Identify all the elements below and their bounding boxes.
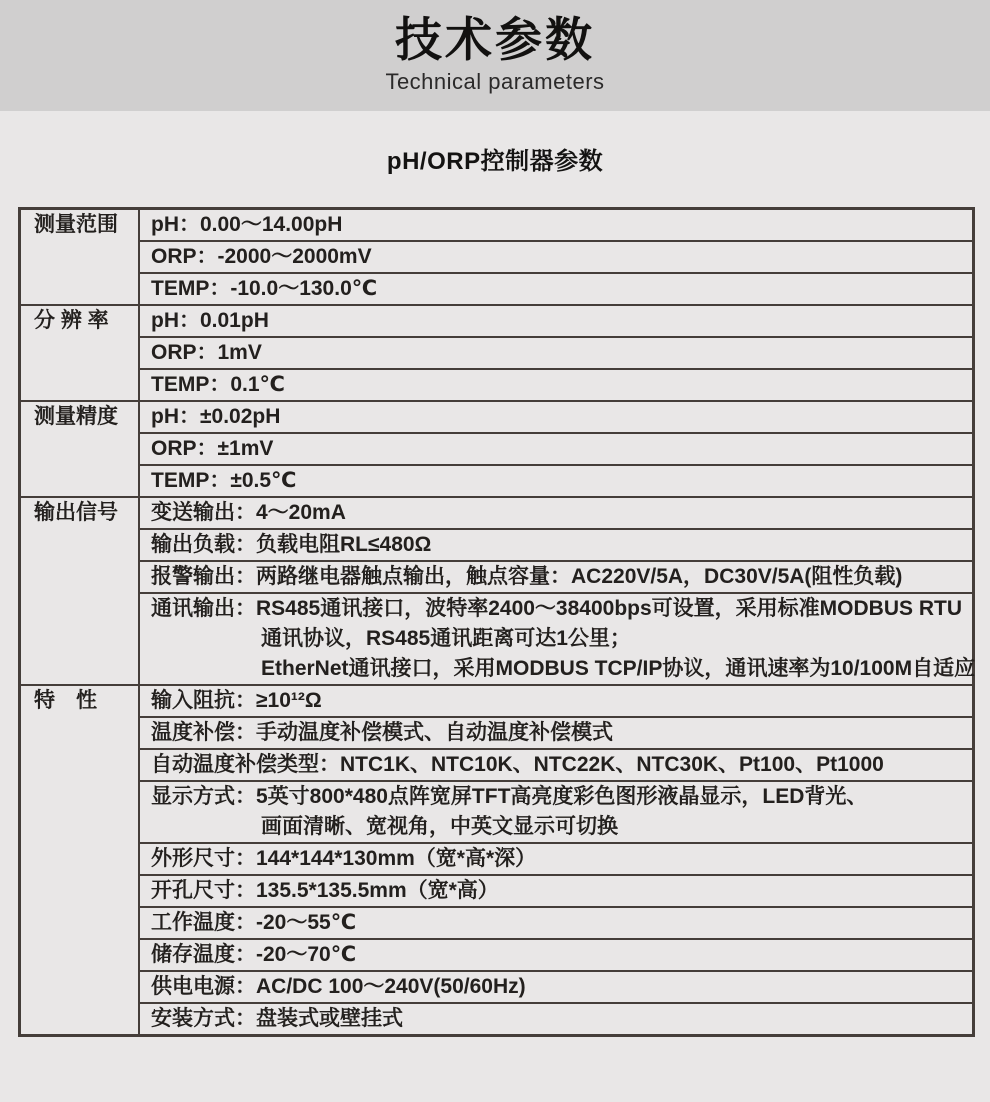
param-line: TEMP：0.1℃ (151, 373, 285, 396)
param-line: 显示方式：5英寸800*480点阵宽屏TFT高亮度彩色图形液晶显示，LED背光、 (151, 785, 868, 808)
param-row (140, 748, 972, 780)
param-line: 供电电源：AC/DC 100～240V(50/60Hz) (151, 975, 526, 998)
param-line: 画面清晰、宽视角，中英文显示可切换 (261, 815, 618, 838)
param-row (140, 528, 972, 560)
param-row (140, 336, 972, 368)
param-group-output-signal (21, 496, 976, 684)
parameters-table (18, 207, 975, 1037)
param-row (140, 464, 972, 496)
param-line: 报警输出：两路继电器触点输出，触点容量：AC220V/5A，DC30V/5A(阻性负载) (151, 565, 903, 588)
param-line: 通讯协议，RS485通讯距离可达1公里； (261, 627, 631, 650)
param-row (140, 368, 972, 400)
param-row (140, 402, 972, 432)
param-line: 自动温度补偿类型：NTC1K、NTC10K、NTC22K、NTC30K、Pt100、Pt1000 (151, 753, 884, 776)
param-line: pH：±0.02pH (151, 405, 281, 428)
page-subtitle: Technical parameters (385, 69, 605, 95)
param-line: pH：0.00～14.00pH (151, 213, 343, 236)
param-row (140, 874, 972, 906)
param-row (140, 716, 972, 748)
param-group-accuracy (21, 400, 972, 496)
param-row (140, 906, 972, 938)
param-line: 工作温度：-20～55℃ (151, 911, 357, 934)
param-row (140, 240, 972, 272)
param-row (140, 210, 972, 240)
group-label: 输出信号 (21, 498, 140, 684)
param-line: 输出负载：负载电阻RL≤480Ω (151, 533, 432, 556)
param-line: 外形尺寸：144*144*130mm（宽*高*深） (151, 847, 537, 870)
param-row (140, 780, 972, 842)
page-title: 技术参数 (395, 13, 595, 66)
param-line: TEMP：-10.0～130.0℃ (151, 277, 378, 300)
param-row (140, 560, 972, 592)
param-group-features (21, 684, 972, 1034)
param-line: ORP：-2000～2000mV (151, 245, 372, 268)
param-line: TEMP：±0.5℃ (151, 469, 297, 492)
param-line: pH：0.01pH (151, 309, 269, 332)
group-label: 分 辨 率 (21, 306, 140, 400)
param-row (140, 1002, 972, 1034)
param-group-measure-range (21, 210, 972, 304)
param-line: 安装方式：盘装式或壁挂式 (151, 1007, 403, 1030)
param-line: 输入阻抗：≥10¹²Ω (151, 689, 322, 712)
header-banner (0, 0, 990, 111)
group-label: 测量范围 (21, 210, 140, 304)
param-row (140, 686, 972, 716)
param-line: EtherNet通讯接口，采用MODBUS TCP/IP协议，通讯速率为10/100M自适应 (261, 657, 976, 680)
group-label: 特 性 (21, 686, 140, 1034)
param-group-resolution (21, 304, 972, 400)
param-line: 开孔尺寸：135.5*135.5mm（宽*高） (151, 879, 499, 902)
param-line: 变送输出：4～20mA (151, 501, 346, 524)
group-label: 测量精度 (21, 402, 140, 496)
param-line: ORP：1mV (151, 341, 262, 364)
param-row (140, 938, 972, 970)
param-line: 储存温度：-20～70℃ (151, 943, 357, 966)
param-row (140, 498, 972, 528)
param-row (140, 432, 972, 464)
param-line: 温度补偿：手动温度补偿模式、自动温度补偿模式 (151, 721, 613, 744)
param-row (140, 592, 976, 684)
param-row (140, 970, 972, 1002)
param-row (140, 306, 972, 336)
section-title: pH/ORP控制器参数 (386, 148, 604, 175)
param-line: 通讯输出：RS485通讯接口，波特率2400～38400bps可设置，采用标准MODBUS RTU (151, 597, 962, 620)
param-line: ORP：±1mV (151, 437, 274, 460)
param-row (140, 272, 972, 304)
param-row (140, 842, 972, 874)
